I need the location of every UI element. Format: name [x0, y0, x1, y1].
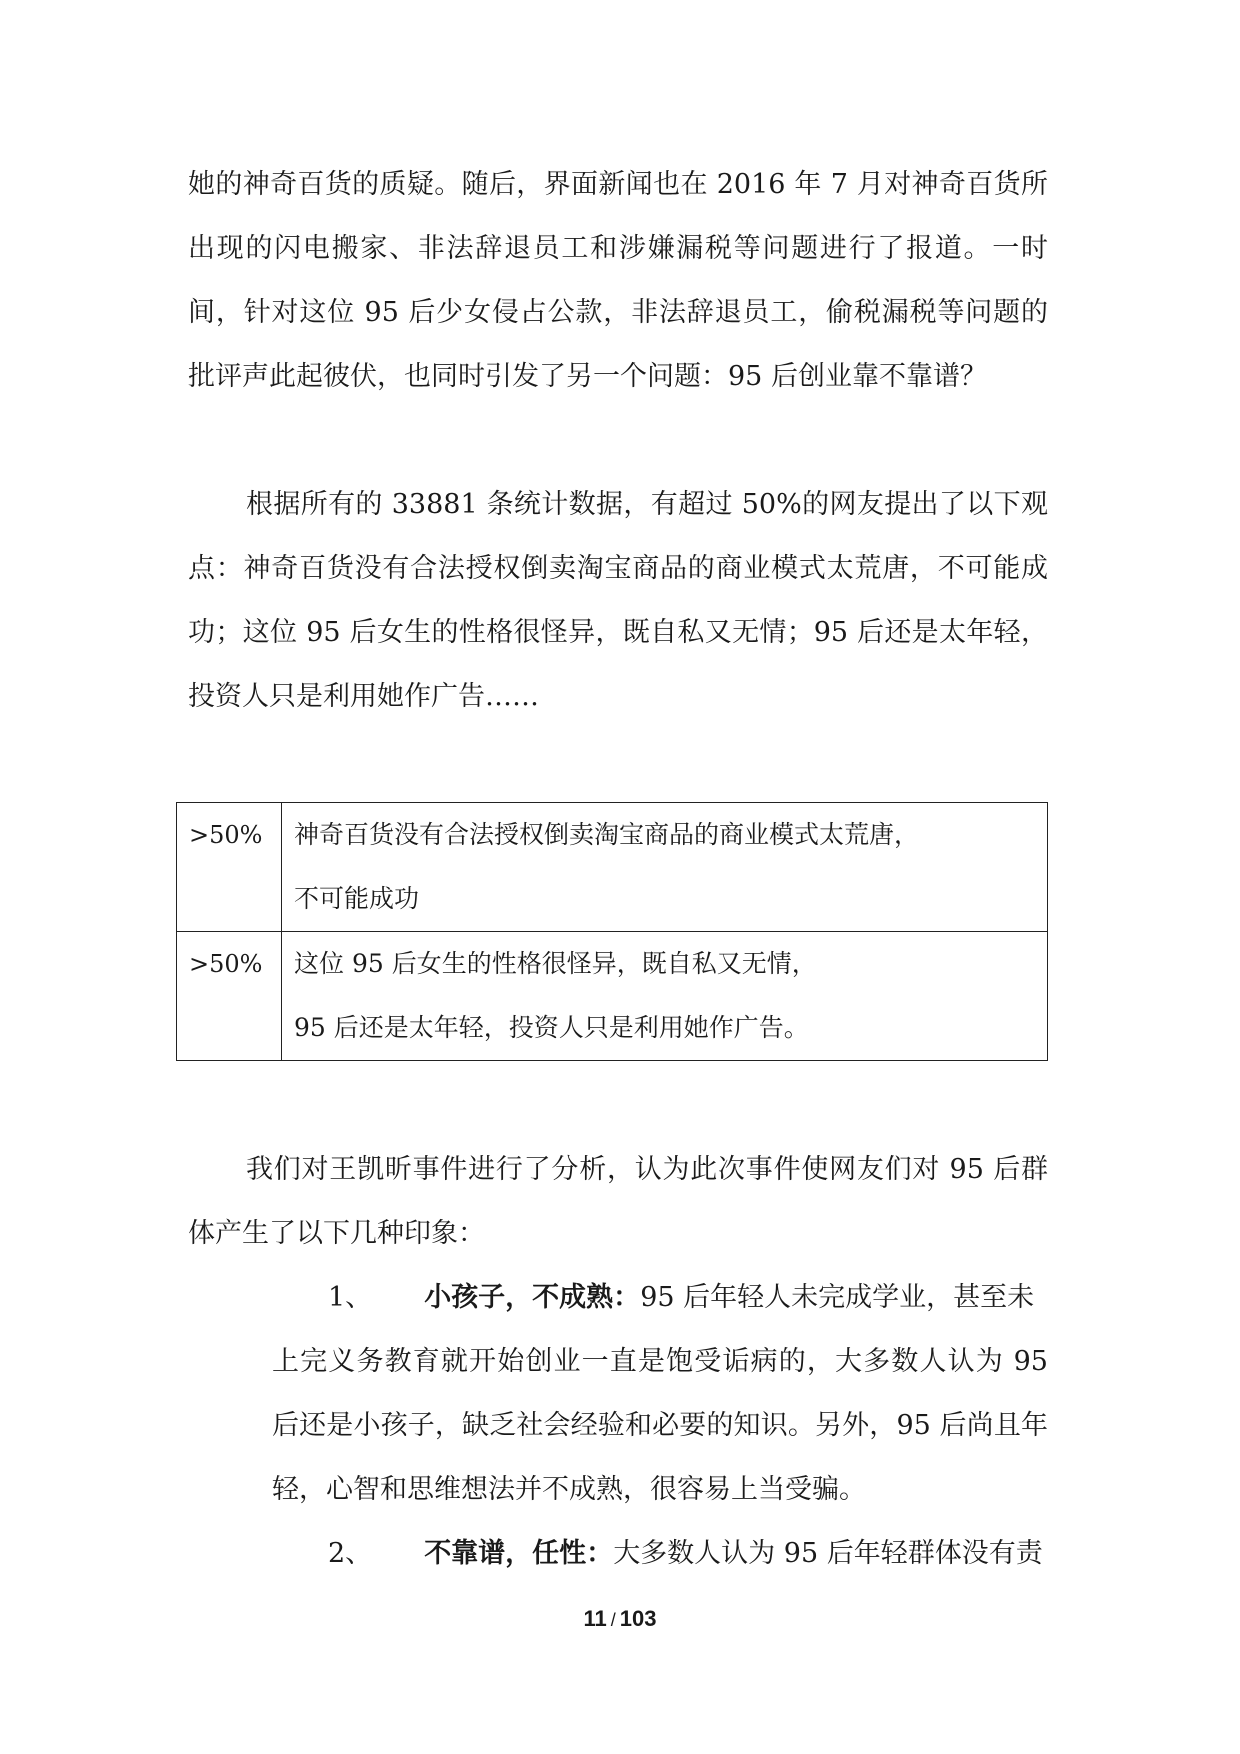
- paragraph-1: 她的神奇百货的质疑。随后，界面新闻也在 2016 年 7 月对神奇百货所出现的闪电搬家、非法辞退员工和涉嫌漏税等问题进行了报道。一时间，针对这位 95 后少女侵占公款，非法辞退员工，偷税漏税等问题的批评声此起彼伏，也同时引发了另一个问题：95 后创业靠不靠谱？: [188, 169, 1048, 392]
- page-number: [0, 1606, 1240, 1632]
- list-item-first-line: [272, 1266, 1048, 1330]
- table-row: [177, 932, 1048, 1061]
- page-separator: /: [610, 1610, 616, 1630]
- list-number: 1、: [328, 1282, 373, 1313]
- percent-cell: >50%: [177, 803, 282, 932]
- list-first-line-text: 大多数人认为 95 后年轻群体没有责: [613, 1538, 1043, 1569]
- paragraph-2: 根据所有的 33881 条统计数据，有超过 50%的网友提出了以下观点：神奇百货没有合法授权倒卖淘宝商品的商业模式太荒唐，不可能成功；这位 95 后女生的性格很怪异，既自私又无情；95 后还是太年轻，投资人只是利用她作广告……: [188, 489, 1048, 712]
- paragraph-3: 我们对王凯昕事件进行了分析，认为此次事件使网友们对 95 后群体产生了以下几种印象：: [188, 1154, 1048, 1249]
- list-heading: 小孩子，不成熟：: [424, 1282, 641, 1313]
- current-page: 11: [583, 1606, 607, 1631]
- list-heading: 不靠谱，任性：: [424, 1538, 614, 1569]
- opinion-cell: [282, 932, 1048, 1061]
- total-pages: 103: [619, 1606, 657, 1631]
- list-item: [272, 1266, 1048, 1522]
- list-item: [272, 1522, 1048, 1586]
- opinion-table: [176, 802, 1048, 1061]
- table-row: [177, 803, 1048, 932]
- opinion-line: 神奇百货没有合法授权倒卖淘宝商品的商业模式太荒唐，: [294, 820, 920, 849]
- opinion-line: 这位 95 后女生的性格很怪异，既自私又无情，: [294, 949, 817, 978]
- percent-cell: >50%: [177, 932, 282, 1061]
- opinion-cell: [282, 803, 1048, 932]
- list-item-first-line: [272, 1522, 1048, 1586]
- list-body: 上完义务教育就开始创业一直是饱受诟病的，大多数人认为 95 后还是小孩子，缺乏社会经验和必要的知识。另外，95 后尚且年轻，心智和思维想法并不成熟，很容易上当受骗。: [272, 1346, 1048, 1505]
- opinion-line: 95 后还是太年轻，投资人只是利用她作广告。: [294, 1013, 809, 1042]
- opinion-line: 不可能成功: [294, 884, 420, 913]
- list-first-line-text: 95 后年轻人未完成学业，甚至未: [640, 1282, 1035, 1313]
- list-number: 2、: [328, 1538, 373, 1569]
